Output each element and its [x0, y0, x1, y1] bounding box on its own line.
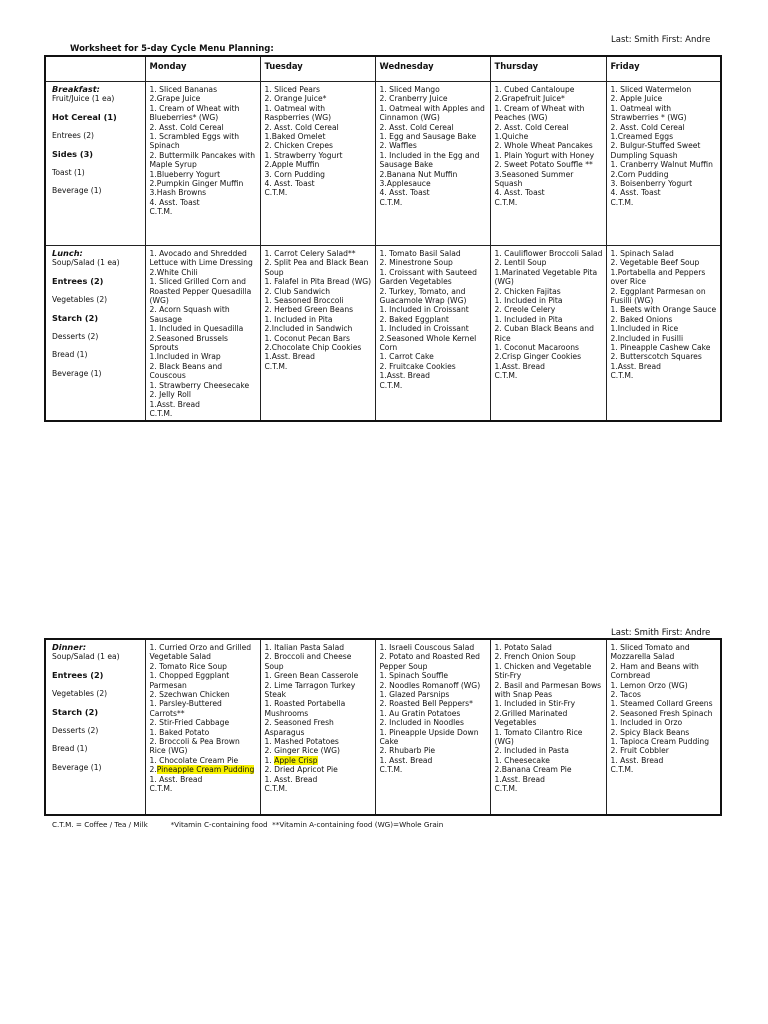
menu-item: 2. Ginger Rice (WG): [264, 746, 340, 756]
day-header-row: [45, 56, 721, 82]
menu-item: 1. Included in Pita: [494, 314, 563, 324]
menu-cell: [490, 639, 606, 815]
menu-item: 1. Sliced Watermelon: [610, 85, 692, 94]
menu-item: 1. Cubed Cantaloupe: [494, 85, 575, 94]
menu-item: 1. Israeli Couscous Salad: [379, 643, 475, 652]
menu-item: 1. Sliced Tomato and Mozzarella Salad: [610, 643, 690, 662]
menu-item: C.T.M.: [379, 765, 403, 775]
menu-item: 2. Chicken Fajitas: [494, 286, 561, 296]
category-label: Bread (1): [52, 350, 88, 360]
menu-item: 2. Asst. Cold Cereal: [610, 122, 685, 132]
dinner-categories: [45, 639, 145, 815]
menu-item: 2.Grapefruit Juice*: [494, 94, 565, 104]
menu-cell: [145, 246, 260, 422]
day-header: Tuesday: [260, 56, 375, 82]
menu-item: 1. Cranberry Walnut Muffin: [610, 160, 713, 170]
menu-item: 2. Included in Pasta: [494, 746, 569, 756]
menu-item: 1. Plain Yogurt with Honey: [494, 150, 595, 160]
menu-item: 1. Falafel in Pita Bread (WG): [264, 277, 372, 287]
category-label: Vegetables (2): [52, 295, 108, 305]
menu-item: 1. Chicken and Vegetable Stir-Fry: [494, 661, 592, 681]
menu-item: 2. Cranberry Juice: [379, 94, 448, 104]
menu-item: 1. Included in Orzo: [610, 718, 683, 728]
lunch-categories: [45, 246, 145, 422]
menu-cell: [606, 82, 721, 246]
menu-item: 1. Avocado and Shredded Lettuce with Lime Dressing: [149, 249, 253, 268]
menu-item: 3. Corn Pudding: [264, 169, 325, 179]
menu-item: 2. Asst. Cold Cereal: [149, 122, 224, 132]
menu-item: 1.Baked Omelet: [264, 132, 326, 142]
menu-item: 4. Asst. Toast: [264, 179, 315, 189]
menu-item: 2.Included in Fusilli: [610, 333, 684, 343]
menu-item: 1. Included in Croissant: [379, 324, 469, 334]
menu-item: 2. Fruit Cobbler: [610, 746, 669, 756]
menu-cell: [145, 639, 260, 815]
menu-item: C.T.M.: [379, 197, 403, 207]
day-header: Friday: [606, 56, 721, 82]
menu-item: 2. Split Pea and Black Bean Soup: [264, 258, 369, 277]
menu-item: 2. Included in Noodles: [379, 718, 464, 728]
breakfast-row: [45, 82, 721, 246]
menu-item: 1.Blueberry Yogurt: [149, 169, 221, 179]
menu-item: 2. Orange Juice*: [264, 94, 327, 104]
menu-item: 2. Asst. Cold Cereal: [494, 122, 569, 132]
menu-item: 2. Turkey, Tomato, and Guacamole Wrap (WG): [379, 286, 467, 306]
menu-item: 1. Asst. Bread: [149, 774, 203, 784]
menu-cell: [606, 246, 721, 422]
menu-item: 1. Included in Quesadilla: [149, 324, 244, 334]
category-label: Vegetables (2): [52, 689, 108, 699]
menu-item: 2. Basil and Parmesan Bows with Snap Peas: [494, 680, 602, 700]
menu-item: 2. Butterscotch Squares: [610, 352, 702, 362]
menu-item: 1. Potato Salad: [494, 643, 552, 652]
menu-item: 2.Pumpkin Ginger Muffin: [149, 179, 244, 189]
menu-item: 1. Coconut Pecan Bars: [264, 333, 350, 343]
menu-item: 1. Steamed Collard Greens: [610, 699, 713, 709]
dinner-row: [45, 639, 721, 815]
menu-item: C.T.M.: [149, 784, 173, 794]
menu-item: 2. Waffles: [379, 141, 417, 151]
category-label: Starch (2): [52, 706, 99, 717]
lunch-meal-label: Lunch:: [52, 248, 83, 258]
menu-item: 2. French Onion Soup: [494, 652, 576, 662]
category-label: Entrees (2): [52, 669, 104, 680]
category-label: Beverage (1): [52, 186, 102, 196]
menu-item: 1. Croissant with Sauteed Garden Vegetables: [379, 267, 477, 287]
menu-item: C.T.M.: [264, 361, 288, 371]
menu-item: 1. Au Gratin Potatoes: [379, 708, 461, 718]
menu-item: 1. Strawberry Yogurt: [264, 150, 343, 160]
category-label: Entrees (2): [52, 131, 95, 141]
menu-item: 2. Potato and Roasted Red Pepper Soup: [379, 652, 480, 671]
day-header: Wednesday: [375, 56, 490, 82]
menu-item: 2.Pineapple Cream Pudding: [149, 765, 255, 775]
category-label: Soup/Salad (1 ea): [52, 652, 120, 662]
legend-footnote: C.T.M. = Coffee / Tea / Milk *Vitamin C-containing food **Vitamin A-containing food (WG)=Whole Grain: [52, 820, 444, 829]
menu-item: 1. Coconut Macaroons: [494, 343, 579, 353]
menu-item: 1. Carrot Celery Salad**: [264, 249, 356, 258]
menu-item: 2. Baked Eggplant: [379, 314, 449, 324]
menu-item: C.T.M.: [264, 784, 288, 794]
menu-item: 1. Pineapple Upside Down Cake: [379, 727, 479, 747]
menu-item: 2. Sweet Potato Souffle **: [494, 160, 593, 170]
menu-item: 2. Broccoli and Cheese Soup: [264, 652, 352, 671]
menu-item: 2. Chicken Crepes: [264, 141, 333, 151]
menu-item: 2. Tomato Rice Soup: [149, 661, 227, 671]
corner-cell: [45, 56, 145, 82]
menu-item: 2. Ham and Beans with Cornbread: [610, 661, 699, 681]
menu-item: 2. Fruitcake Cookies: [379, 361, 456, 371]
menu-item: 2.Apple Muffin: [264, 160, 320, 170]
menu-item: 4. Asst. Toast: [379, 188, 430, 198]
menu-item: 1. Egg and Sausage Bake: [379, 132, 477, 142]
menu-item: 2.Seasoned Whole Kernel Corn: [379, 333, 477, 353]
menu-item: 2.Seasoned Brussels Sprouts: [149, 333, 229, 353]
menu-item: 2. Herbed Green Beans: [264, 305, 354, 315]
menu-item: 2. Asst. Cold Cereal: [264, 122, 339, 132]
menu-item: 1.Asst. Bread: [494, 774, 545, 784]
menu-item: 1. Lemon Orzo (WG): [610, 680, 688, 690]
menu-item: 1.Asst. Bread: [610, 361, 661, 371]
day-header: Thursday: [490, 56, 606, 82]
menu-item: 1. Asst. Bread: [264, 774, 318, 784]
menu-item: 2. Seasoned Fresh Spinach: [610, 708, 713, 718]
menu-item: 1. Asst. Bread: [379, 755, 433, 765]
menu-item: 2. Seasoned Fresh Asparagus: [264, 718, 334, 737]
menu-item: 1. Cauliflower Broccoli Salad: [494, 249, 603, 258]
menu-item: 1. Strawberry Cheesecake: [149, 380, 250, 390]
menu-item: 3.Seasoned Summer Squash: [494, 169, 574, 189]
day-header: Monday: [145, 56, 260, 82]
menu-item: 3.Applesauce: [379, 179, 431, 189]
menu-item: 1. Seasoned Broccoli: [264, 296, 344, 306]
category-label: Beverage (1): [52, 762, 102, 772]
menu-item: 2. Rhubarb Pie: [379, 746, 436, 756]
menu-item: 1.Asst. Bread: [264, 352, 315, 362]
category-label: Sides (3): [52, 148, 94, 159]
category-label: Starch (2): [52, 312, 99, 323]
menu-cell: [375, 639, 490, 815]
menu-item: 2. Roasted Bell Peppers*: [379, 699, 473, 709]
category-label: Hot Cereal (1): [52, 111, 117, 122]
menu-item: 1. Baked Potato: [149, 727, 210, 737]
menu-item: 2. Apple Juice: [610, 94, 663, 104]
menu-item: 1.Asst. Bread: [379, 371, 430, 381]
menu-item: 1.Quiche: [494, 132, 529, 142]
menu-item: 2. Asst. Cold Cereal: [379, 122, 454, 132]
menu-cell: [606, 639, 721, 815]
menu-item: 4. Asst. Toast: [494, 188, 545, 198]
menu-item: 2. Cuban Black Beans and Rice: [494, 324, 594, 343]
menu-item: 2. Lime Tarragon Turkey Steak: [264, 680, 356, 700]
menu-item: 1. Chocolate Cream Pie: [149, 755, 239, 765]
menu-item: 2. Broccoli & Pea Brown Rice (WG): [149, 737, 240, 756]
menu-item: 1. Italian Pasta Salad: [264, 643, 345, 652]
menu-item: 2.White Chili: [149, 267, 198, 277]
category-label: Soup/Salad (1 ea): [52, 258, 120, 268]
menu-item: 1. Sliced Pears: [264, 85, 320, 94]
menu-cell: [260, 639, 375, 815]
menu-item: 1. Tomato Cilantro Rice (WG): [494, 727, 583, 747]
menu-item: 1.Marinated Vegetable Pita (WG): [494, 267, 598, 287]
menu-item: 1. Included in Croissant: [379, 305, 469, 315]
menu-item: 2. Black Beans and Couscous: [149, 361, 223, 381]
menu-item: 1. Pineapple Cashew Cake: [610, 343, 711, 353]
menu-item: 1. Sliced Grilled Corn and Roasted Pepper Quesadilla (WG): [149, 277, 252, 306]
menu-item: 1. Glazed Parsnips: [379, 690, 450, 700]
menu-item: 2.Crisp Ginger Cookies: [494, 352, 582, 362]
menu-item: 1. Cheesecake: [494, 755, 550, 765]
menu-item: 1. Mashed Potatoes: [264, 737, 339, 747]
menu-item: C.T.M.: [610, 371, 634, 381]
menu-item: 1.Included in Wrap: [149, 352, 221, 362]
menu-cell: [145, 82, 260, 246]
menu-item: 1. Spinach Souffle: [379, 671, 449, 681]
menu-item: 2. Szechwan Chicken: [149, 690, 230, 700]
menu-cell: [375, 82, 490, 246]
breakfast-categories: [45, 82, 145, 246]
menu-item: 1.Included in Rice: [610, 324, 679, 334]
menu-item: 4. Asst. Toast: [149, 197, 200, 207]
menu-item: C.T.M.: [610, 765, 634, 775]
menu-item: 1. Sliced Mango: [379, 85, 440, 94]
menu-cell: [260, 246, 375, 422]
highlighted-text: Pineapple Cream Pudding: [156, 765, 255, 775]
menu-item: 2.Grape Juice: [149, 94, 201, 104]
menu-item: 1. Carrot Cake: [379, 352, 434, 362]
category-label: Toast (1): [52, 168, 85, 178]
menu-item: 1. Included in Stir-Fry: [494, 699, 576, 709]
menu-cell: [490, 246, 606, 422]
menu-item: 2. Lentil Soup: [494, 258, 547, 268]
worksheet-title: Worksheet for 5-day Cycle Menu Planning:: [70, 44, 274, 54]
menu-cell: [490, 82, 606, 246]
menu-cell: [375, 246, 490, 422]
menu-item: C.T.M.: [494, 197, 518, 207]
menu-item: 1. Beets with Orange Sauce: [610, 305, 717, 315]
menu-item: 1. Curried Orzo and Grilled Vegetable Salad: [149, 643, 252, 662]
menu-item: 1. Sliced Bananas: [149, 85, 218, 94]
category-label: Bread (1): [52, 744, 88, 754]
menu-item: 2. Dried Apricot Pie: [264, 765, 338, 775]
menu-item: 1. Oatmeal with Raspberries (WG): [264, 103, 332, 123]
menu-item: 4. Asst. Toast: [610, 188, 661, 198]
breakfast-meal-label: Breakfast:: [52, 84, 100, 94]
menu-item: 1. Parsley-Buttered Carrots**: [149, 699, 222, 718]
menu-item: 3.Hash Browns: [149, 188, 207, 198]
menu-item: 2. Baked Onions: [610, 314, 673, 324]
menu-cell: [260, 82, 375, 246]
menu-item: 1.Asst. Bread: [494, 361, 545, 371]
menu-item: 2. Noodles Romanoff (WG): [379, 680, 481, 690]
category-label: Desserts (2): [52, 332, 99, 342]
menu-item: 1. Cream of Wheat with Blueberries* (WG): [149, 103, 240, 123]
menu-item: 1. Included in Pita: [494, 296, 563, 306]
menu-item: C.T.M.: [149, 207, 173, 217]
lunch-row: [45, 246, 721, 422]
menu-item: 1. Asst. Bread: [610, 755, 664, 765]
highlighted-text: Apple Crisp: [274, 755, 318, 765]
menu-item: 2.Chocolate Chip Cookies: [264, 343, 362, 353]
menu-item: 1. Scrambled Eggs with Spinach: [149, 132, 240, 151]
category-label: Entrees (2): [52, 275, 104, 286]
menu-item: 2. Vegetable Beef Soup: [610, 258, 700, 268]
menu-item: 2. Club Sandwich: [264, 286, 331, 296]
menu-item: 1. Oatmeal with Strawberries * (WG): [610, 103, 687, 123]
menu-table-breakfast-lunch: [44, 55, 722, 422]
menu-item: 2. Creole Celery: [494, 305, 556, 315]
menu-item: 1. Apple Crisp: [264, 755, 318, 765]
menu-item: C.T.M.: [379, 380, 403, 390]
menu-item: 1. Tomato Basil Salad: [379, 249, 461, 258]
menu-item: 2.Corn Pudding: [610, 169, 669, 179]
menu-item: 1. Spinach Salad: [610, 249, 674, 258]
category-label: Beverage (1): [52, 368, 102, 378]
menu-item: 1.Portabella and Peppers over Rice: [610, 267, 706, 287]
menu-item: C.T.M.: [149, 408, 173, 418]
menu-item: 2. Bulgur-Stuffed Sweet Dumpling Squash: [610, 141, 701, 160]
menu-item: 1. Included in Pita: [264, 314, 333, 324]
menu-item: 1.Asst. Bread: [149, 399, 200, 409]
menu-item: 1. Green Bean Casserole: [264, 671, 359, 681]
student-name-line: Last: Smith First: Andre: [611, 35, 711, 45]
menu-item: 2.Included in Sandwich: [264, 324, 353, 334]
menu-item: 1. Included in the Egg and Sausage Bake: [379, 150, 480, 170]
menu-item: 1.Creamed Eggs: [610, 132, 674, 142]
menu-item: C.T.M.: [494, 371, 518, 381]
menu-item: 2. Spicy Black Beans: [610, 727, 690, 737]
menu-item: 1. Cream of Wheat with Peaches (WG): [494, 103, 585, 123]
menu-item: 2. Eggplant Parmesan on Fusilli (WG): [610, 286, 706, 306]
menu-item: C.T.M.: [494, 784, 518, 794]
menu-item: 2. Jelly Roll: [149, 390, 191, 400]
menu-item: 1. Chopped Eggplant Parmesan: [149, 671, 230, 690]
menu-table-dinner: [44, 638, 722, 816]
menu-item: C.T.M.: [610, 197, 634, 207]
menu-item: 2.Banana Nut Muffin: [379, 169, 458, 179]
menu-item: 2. Buttermilk Pancakes with Maple Syrup: [149, 150, 256, 170]
menu-item: 2. Acorn Squash with Sausage: [149, 305, 230, 324]
menu-item: 3. Boisenberry Yogurt: [610, 179, 693, 189]
menu-item: 1. Oatmeal with Apples and Cinnamon (WG): [379, 103, 485, 123]
menu-item: C.T.M.: [264, 188, 288, 198]
menu-item: 1. Tapioca Cream Pudding: [610, 737, 710, 747]
menu-item: 2. Stir-Fried Cabbage: [149, 718, 230, 728]
menu-item: 1. Roasted Portabella Mushrooms: [264, 699, 346, 718]
menu-item: 2. Whole Wheat Pancakes: [494, 141, 593, 151]
category-label: Fruit/Juice (1 ea): [52, 94, 115, 104]
menu-item: 2.Grilled Marinated Vegetables: [494, 708, 568, 728]
menu-item: 2. Minestrone Soup: [379, 258, 453, 268]
dinner-meal-label: Dinner:: [52, 642, 87, 652]
menu-item: 2. Tacos: [610, 690, 641, 700]
student-name-line-2: Last: Smith First: Andre: [611, 628, 711, 638]
category-label: Desserts (2): [52, 726, 99, 736]
menu-item: 2.Banana Cream Pie: [494, 765, 572, 775]
